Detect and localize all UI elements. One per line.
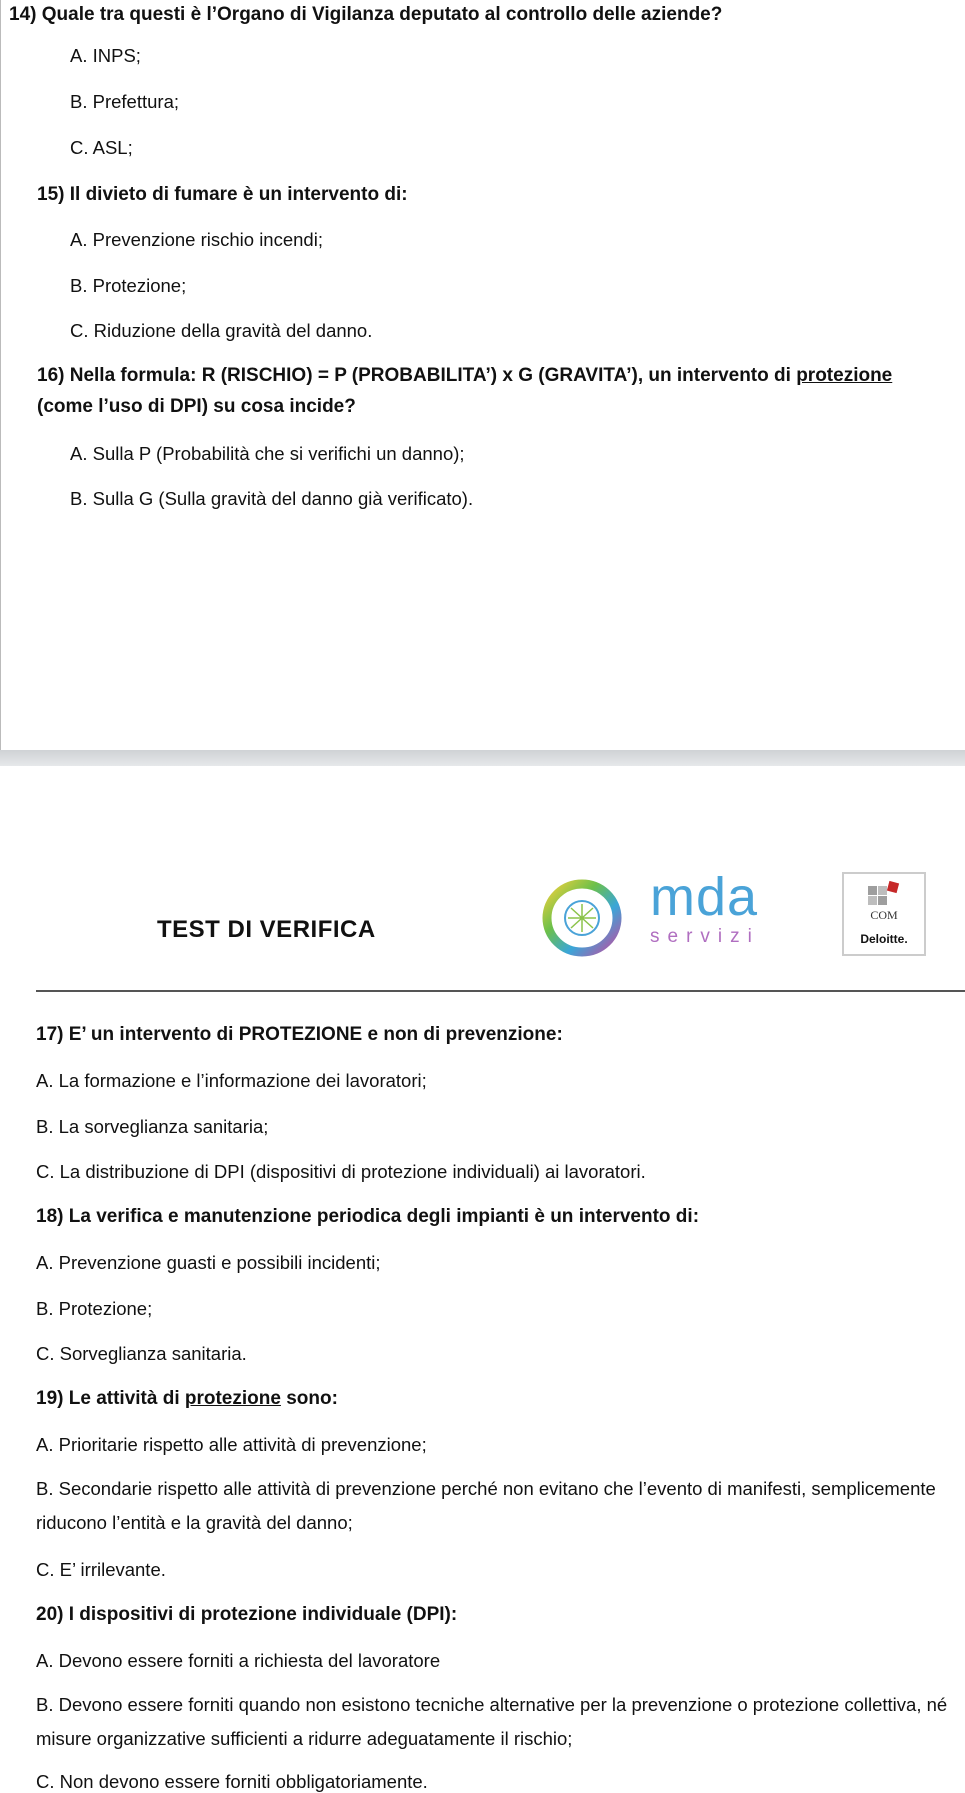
option-17c: C. La distribuzione di DPI (dispositivi di protezione individuali) ai lavoratori. <box>36 1161 646 1182</box>
question-16-text: 16) Nella formula: R (RISCHIO) = P (PROBABILITA’) x G (GRAVITA’), un intervento di <box>37 365 797 386</box>
header-divider <box>36 990 965 992</box>
option-17b: B. La sorveglianza sanitaria; <box>36 1116 269 1137</box>
option-19b: B. Secondarie rispetto alle attività di prevenzione perché non evitano che l’evento di manifesti, semplicemente riducono l’entità e la gravità del danno; <box>36 1478 936 1533</box>
option-20c: C. Non devono essere forniti obbligatoriamente. <box>36 1771 428 1792</box>
brand-main: mda <box>650 867 759 927</box>
option-14b: B. Prefettura; <box>70 91 179 112</box>
option-15c: C. Riduzione della gravità del danno. <box>70 320 373 341</box>
option-18b: B. Protezione; <box>36 1298 153 1319</box>
question-17: 17) E’ un intervento di PROTEZIONE e non di prevenzione: <box>36 1024 563 1045</box>
document-page-2 <box>0 766 965 1790</box>
question-16 <box>37 365 892 387</box>
option-14a: A. INPS; <box>70 45 141 66</box>
option-18a: A. Prevenzione guasti e possibili incidenti; <box>36 1252 381 1273</box>
option-18c: C. Sorveglianza sanitaria. <box>36 1343 247 1364</box>
partner-logo <box>842 872 926 956</box>
question-16-underlined: protezione <box>796 365 893 386</box>
question-20: 20) I dispositivi di protezione individuale (DPI): <box>36 1604 458 1625</box>
question-14: 14) Quale tra questi è l’Organo di Vigilanza deputato al controllo delle aziende? <box>9 4 723 25</box>
option-20b: B. Devono essere forniti quando non esistono tecniche alternative per la prevenzione o protezione collettiva, né misure organizzative sufficienti a ridurre adeguatamente il rischio; <box>36 1694 948 1749</box>
question-19 <box>36 1388 338 1410</box>
partner-squares-icon <box>866 880 906 910</box>
option-17a: A. La formazione e l’informazione dei lavoratori; <box>36 1070 427 1091</box>
partner-name: Deloitte. <box>860 932 908 946</box>
question-15: 15) Il divieto di fumare è un intervento di: <box>37 184 408 205</box>
question-18: 18) La verifica e manutenzione periodica degli impianti è un intervento di: <box>36 1206 700 1227</box>
page-separator <box>0 750 965 766</box>
option-15a: A. Prevenzione rischio incendi; <box>70 229 323 250</box>
option-19c: C. E’ irrilevante. <box>36 1559 166 1580</box>
option-14c: C. ASL; <box>70 137 133 158</box>
question-19-underlined: protezione <box>184 1388 281 1409</box>
option-16b: B. Sulla G (Sulla gravità del danno già verificato). <box>70 488 474 509</box>
question-19-text: 19) Le attività di <box>36 1388 185 1409</box>
option-15b: B. Protezione; <box>70 275 187 296</box>
partner-com: COM <box>870 908 898 922</box>
question-16-line2: (come l’uso di DPI) su cosa incide? <box>37 396 356 417</box>
page-title: TEST DI VERIFICA <box>157 916 376 943</box>
option-19a: A. Prioritarie rispetto alle attività di prevenzione; <box>36 1434 427 1455</box>
option-16a: A. Sulla P (Probabilità che si verifichi un danno); <box>70 443 465 464</box>
brand-sub: servizi <box>650 926 760 947</box>
question-19-end: sono: <box>280 1388 338 1409</box>
option-20a: A. Devono essere forniti a richiesta del lavoratore <box>36 1650 441 1671</box>
document-page-1 <box>0 0 965 750</box>
